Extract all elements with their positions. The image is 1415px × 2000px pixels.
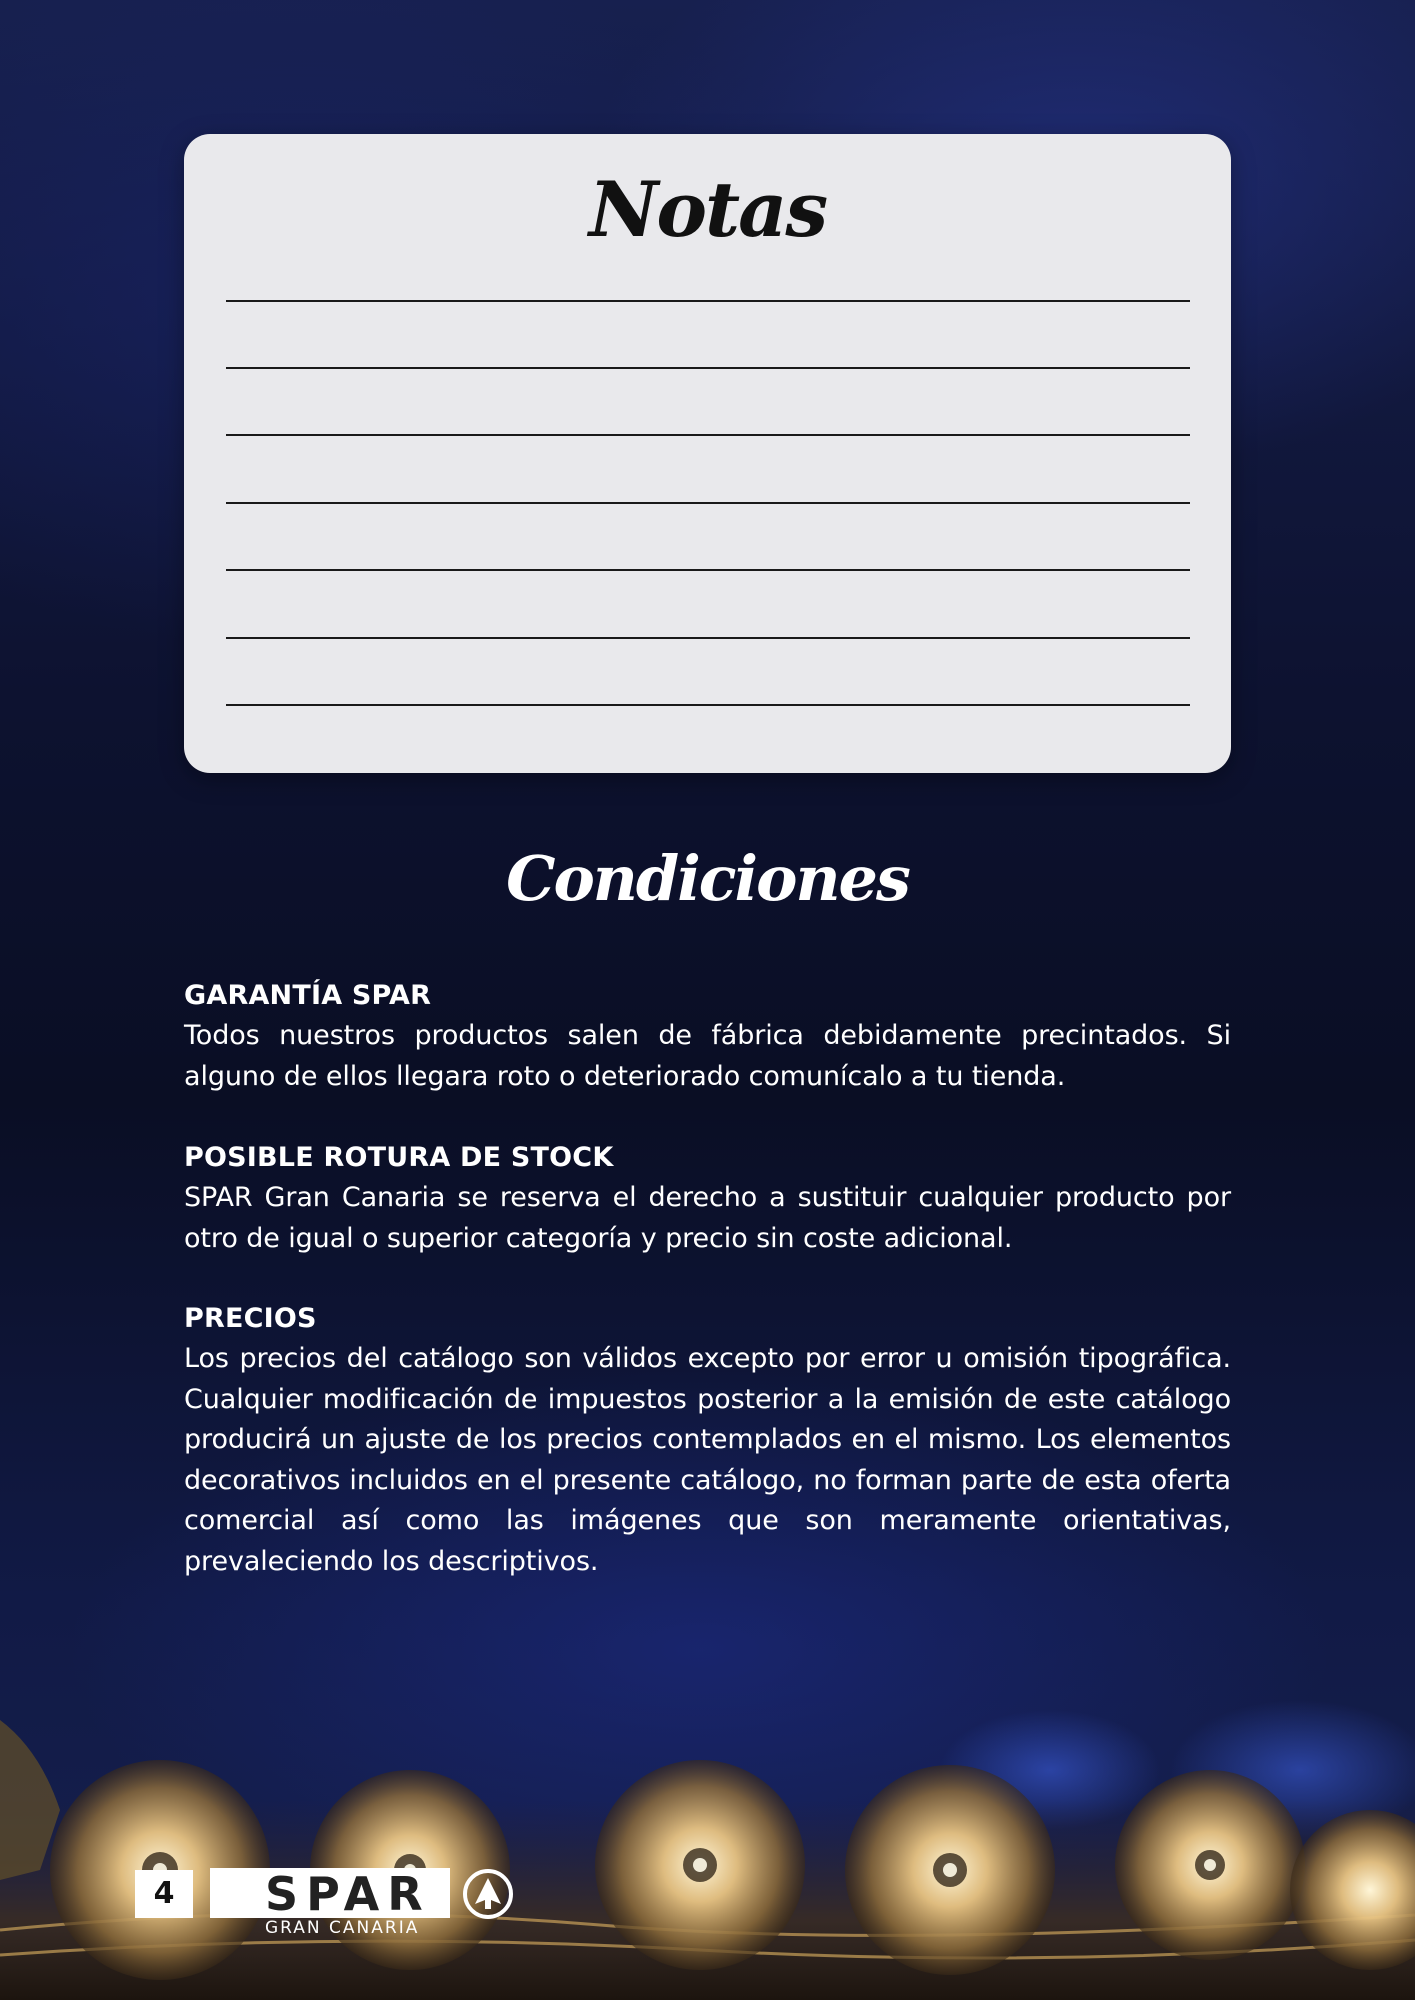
condition-guarantee: [184, 976, 1231, 1097]
notes-card: [184, 134, 1231, 773]
note-line: [226, 569, 1190, 571]
logo-subtitle: GRAN CANARIA: [265, 1918, 420, 1938]
spar-tree-icon: [462, 1868, 514, 1920]
lights-illustration: [0, 1680, 1415, 2000]
condition-heading: GARANTÍA SPAR: [184, 980, 432, 1011]
logo-brand: SPAR: [265, 1867, 431, 1921]
condition-heading: POSIBLE ROTURA DE STOCK: [184, 1142, 614, 1173]
note-line: [226, 367, 1190, 369]
condition-text: SPAR Gran Canaria se reserva el derecho a sustituir cualquier producto por otro de igual o superior categoría y precio sin coste adicional.: [184, 1182, 1231, 1254]
condition-prices: [184, 1299, 1231, 1582]
condition-text: Los precios del catálogo son válidos excepto por error u omisión tipográfica. Cualquier modificación de impuestos posterior a la emisión de este catálogo producirá un ajuste de los precios contemplados en el mismo. Los elementos decorativos incluidos en el presente catálogo, no forman parte de esta oferta comercial así como las imágenes que son meramente orientativas, prevaleciendo los descriptivos.: [184, 1343, 1231, 1577]
conditions-title: Condiciones: [506, 842, 909, 915]
note-line: [226, 300, 1190, 302]
note-line: [226, 637, 1190, 639]
condition-stock: [184, 1138, 1231, 1259]
decorative-lights: [0, 1680, 1415, 2000]
note-line: [226, 704, 1190, 706]
condition-text: Todos nuestros productos salen de fábrica debidamente precintados. Si alguno de ellos llegara roto o deteriorado comunícalo a tu tienda.: [184, 1020, 1231, 1092]
spar-logo: [210, 1868, 520, 1940]
note-line: [226, 434, 1190, 436]
page-number: 4: [135, 1870, 193, 1918]
notes-title: Notas: [588, 165, 827, 254]
condition-heading: PRECIOS: [184, 1303, 317, 1334]
note-line: [226, 502, 1190, 504]
